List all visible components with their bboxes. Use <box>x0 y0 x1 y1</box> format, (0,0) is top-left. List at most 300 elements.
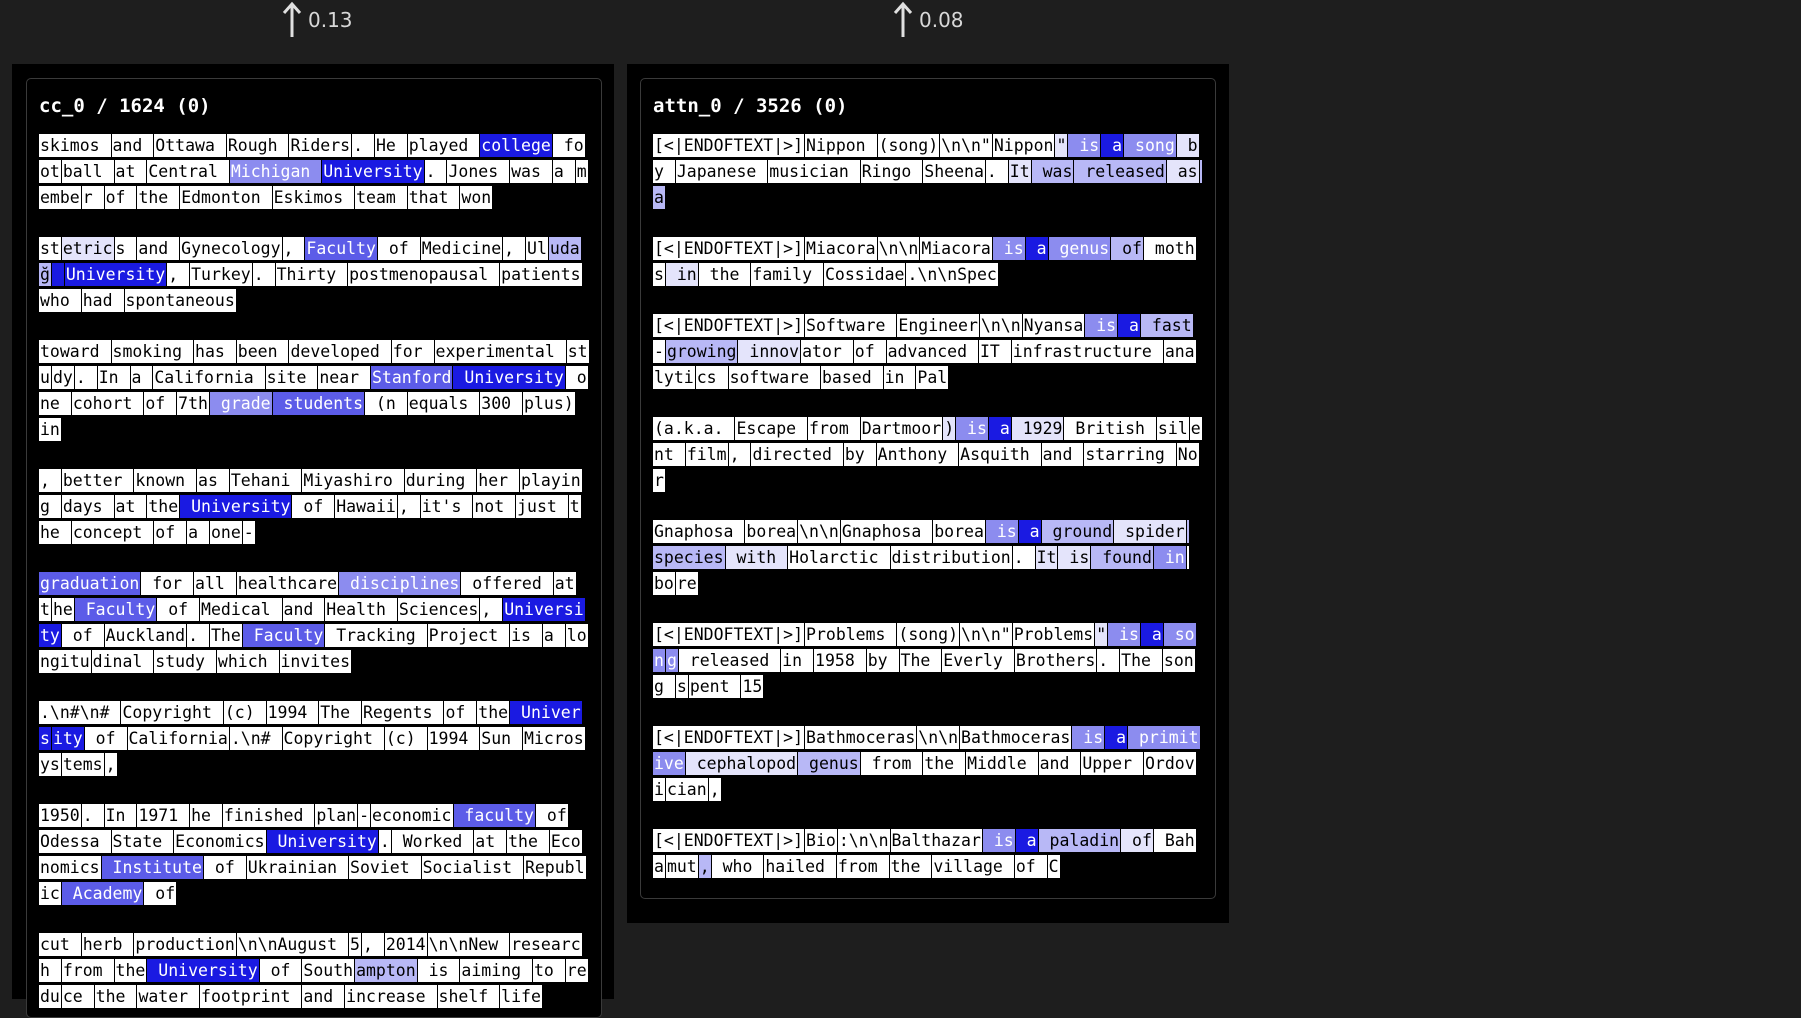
token[interactable]: \n\n <box>878 239 919 258</box>
token[interactable]: , <box>105 755 116 774</box>
token[interactable]: of <box>155 523 186 542</box>
token[interactable]: \n\nNew <box>428 935 509 954</box>
token[interactable]: is <box>983 831 1014 850</box>
token[interactable]: Cossidae <box>824 265 905 284</box>
token[interactable]: ator <box>802 342 852 361</box>
token[interactable]: Ukrainian <box>247 858 348 877</box>
token[interactable]: researc <box>511 935 581 954</box>
token[interactable]: The <box>900 651 941 670</box>
token[interactable]: from <box>809 419 859 438</box>
token[interactable]: plan <box>316 806 357 825</box>
token[interactable]: college <box>481 136 551 155</box>
token[interactable]: Medical <box>201 600 281 619</box>
token[interactable]: and <box>138 239 179 258</box>
token[interactable]: ce <box>62 987 93 1006</box>
token[interactable]: days <box>62 497 113 516</box>
token[interactable]: of <box>145 884 176 903</box>
token[interactable]: r <box>82 188 103 207</box>
token[interactable]: \n\n <box>799 522 839 541</box>
token[interactable]: is <box>418 961 459 980</box>
token[interactable]: Gynecology <box>181 239 281 258</box>
token[interactable]: Bathmoceras <box>806 728 916 747</box>
token[interactable]: In <box>105 806 136 825</box>
token[interactable]: Central <box>148 162 228 181</box>
token[interactable]: \n\n" <box>941 136 991 155</box>
token[interactable]: of <box>105 188 136 207</box>
token[interactable]: " <box>1096 625 1107 644</box>
token[interactable]: Japanese <box>676 162 767 181</box>
token[interactable]: was <box>511 162 551 181</box>
token[interactable]: 1929 <box>1012 419 1063 438</box>
token[interactable]: the <box>148 497 179 516</box>
token[interactable]: [<|ENDOFTEXT|>] <box>654 831 804 850</box>
token[interactable]: It <box>1036 548 1057 567</box>
token[interactable]: [<|ENDOFTEXT|>] <box>654 136 804 155</box>
token[interactable]: with <box>726 548 787 567</box>
token[interactable]: \n\n <box>980 316 1021 335</box>
token[interactable]: healthcare <box>237 574 338 593</box>
token[interactable]: . <box>82 806 103 825</box>
token[interactable]: Medicine <box>421 239 502 258</box>
token[interactable]: a <box>653 160 1202 209</box>
token[interactable]: which <box>217 652 278 671</box>
token[interactable]: experimental <box>435 342 565 361</box>
token[interactable]: Everly <box>943 651 1013 670</box>
token[interactable]: the <box>890 857 931 876</box>
token[interactable]: ) <box>944 419 955 438</box>
token[interactable]: the <box>40 497 580 542</box>
token[interactable]: played <box>408 136 479 155</box>
token[interactable]: foot <box>40 136 584 181</box>
token[interactable]: Socialist <box>422 858 522 877</box>
token[interactable]: b <box>1177 136 1198 155</box>
token[interactable]: musician <box>769 162 859 181</box>
token[interactable]: Software <box>806 316 896 335</box>
token[interactable]: Anthony <box>877 445 958 464</box>
token[interactable]: . <box>425 162 446 181</box>
token[interactable]: by <box>867 651 898 670</box>
token[interactable]: he <box>191 806 221 825</box>
token[interactable]: , <box>40 471 60 490</box>
token[interactable]: from <box>861 754 922 773</box>
token[interactable]: Republic <box>40 858 585 903</box>
token[interactable]: . <box>253 265 274 284</box>
token[interactable]: stu <box>40 342 588 387</box>
token[interactable]: g <box>666 651 677 670</box>
token[interactable]: and <box>1042 445 1083 464</box>
token[interactable]: son <box>654 625 1195 670</box>
token[interactable]: has <box>195 342 235 361</box>
token[interactable]: hailed <box>765 857 835 876</box>
token[interactable]: a <box>1119 316 1139 335</box>
token[interactable]: ball <box>62 162 113 181</box>
token[interactable]: , <box>168 265 189 284</box>
token[interactable]: equals <box>408 394 479 413</box>
token[interactable]: , <box>283 239 304 258</box>
token[interactable]: at <box>115 162 146 181</box>
token[interactable]: University <box>148 961 258 980</box>
token[interactable]: for <box>392 342 433 361</box>
token[interactable]: (song) <box>878 136 939 155</box>
token[interactable]: is <box>1059 548 1090 567</box>
token[interactable]: (n <box>366 394 406 413</box>
token[interactable]: (c) <box>224 703 265 722</box>
token[interactable]: a <box>131 368 152 387</box>
token[interactable]: South <box>303 961 354 980</box>
token[interactable]: life <box>501 987 541 1006</box>
token[interactable]: etric <box>62 239 113 258</box>
token[interactable]: cs <box>696 368 727 387</box>
token[interactable]: based <box>821 368 882 387</box>
token[interactable]: (a.k.a. <box>654 419 734 438</box>
token[interactable]: the <box>924 754 965 773</box>
token[interactable]: . <box>353 136 373 155</box>
token[interactable]: song <box>654 651 1194 696</box>
token[interactable]: In <box>98 368 129 387</box>
token[interactable]: been <box>237 342 288 361</box>
token[interactable]: the <box>95 987 136 1006</box>
token[interactable]: Nor <box>654 445 1198 490</box>
token[interactable]: at <box>475 832 506 851</box>
token[interactable]: family <box>752 265 822 284</box>
token[interactable]: Turkey <box>191 265 251 284</box>
token[interactable]: University <box>323 162 423 181</box>
token[interactable]: - <box>243 523 254 542</box>
token[interactable]: Problems <box>806 625 896 644</box>
token[interactable]: Health <box>326 600 396 619</box>
token[interactable]: Riders <box>290 136 351 155</box>
token[interactable]: 300 <box>481 394 522 413</box>
token[interactable]: . <box>188 626 208 645</box>
token[interactable]: of <box>1015 857 1046 876</box>
token[interactable]: University <box>40 600 584 645</box>
token[interactable]: one <box>40 368 587 413</box>
token[interactable]: spider <box>1115 522 1185 541</box>
token[interactable]: at <box>115 497 146 516</box>
token[interactable]: known <box>135 471 196 490</box>
token[interactable]: \n\nAugust <box>237 935 348 954</box>
token[interactable]: during <box>405 471 476 490</box>
token[interactable]: to <box>533 961 564 980</box>
token[interactable]: of <box>293 497 334 516</box>
token[interactable]: the <box>478 703 509 722</box>
token[interactable]: 2014 <box>385 935 426 954</box>
token[interactable]: disciplines <box>340 574 460 593</box>
token[interactable]: ive <box>654 754 684 773</box>
token[interactable]: 1950 <box>40 806 80 825</box>
token[interactable]: team <box>356 188 406 207</box>
token[interactable]: The <box>320 703 360 722</box>
token[interactable]: is <box>957 419 987 438</box>
token[interactable]: redu <box>40 961 587 1006</box>
token[interactable]: song <box>1125 136 1175 155</box>
token[interactable]: is <box>511 626 541 645</box>
token[interactable]: as <box>1167 162 1198 181</box>
token[interactable]: tems <box>62 755 103 774</box>
token[interactable]: study <box>155 652 215 671</box>
token[interactable]: s <box>676 677 687 696</box>
token[interactable]: sil <box>1157 419 1188 438</box>
token[interactable]: the <box>115 961 146 980</box>
token[interactable]: is <box>1073 728 1104 747</box>
token[interactable]: [<|ENDOFTEXT|>] <box>654 625 804 644</box>
token[interactable]: Nippon <box>993 136 1054 155</box>
token[interactable]: infrastructure <box>1012 342 1162 361</box>
token[interactable] <box>52 263 64 286</box>
token[interactable]: won <box>461 188 492 207</box>
token[interactable]: Academy <box>62 884 143 903</box>
token[interactable]: Dartmoor <box>861 419 942 438</box>
token[interactable]: economic <box>372 806 452 825</box>
token[interactable]: who <box>712 857 763 876</box>
token[interactable]: Sheena <box>924 162 984 181</box>
token[interactable]: Problems <box>1013 625 1094 644</box>
token[interactable]: udağ <box>40 239 580 284</box>
token[interactable]: 1971 <box>138 806 189 825</box>
token[interactable]: is <box>1086 316 1117 335</box>
token[interactable]: for <box>142 574 193 593</box>
token[interactable]: is <box>1069 136 1100 155</box>
token[interactable]: as <box>198 471 228 490</box>
token[interactable]: by <box>844 445 875 464</box>
token[interactable]: genus <box>1049 239 1110 258</box>
token[interactable]: dy <box>52 368 73 387</box>
token[interactable]: species <box>653 520 1189 569</box>
token[interactable]: cephalopod <box>686 754 797 773</box>
token[interactable]: IT <box>979 342 1010 361</box>
token[interactable]: 1994 <box>428 729 479 748</box>
token[interactable]: of <box>536 806 567 825</box>
token[interactable]: Bio <box>806 831 836 850</box>
token[interactable]: of <box>204 858 245 877</box>
token[interactable]: water <box>138 987 199 1006</box>
token[interactable]: starring <box>1085 445 1175 464</box>
token[interactable]: a <box>1102 136 1123 155</box>
token[interactable]: a <box>553 162 574 181</box>
token[interactable]: from <box>837 857 888 876</box>
token[interactable]: dinal <box>92 652 153 671</box>
token[interactable]: film <box>686 445 727 464</box>
token[interactable]: Stanford <box>372 368 452 387</box>
token[interactable]: aiming <box>461 961 531 980</box>
token[interactable]: near <box>319 368 369 387</box>
token[interactable]: Escape <box>736 419 807 438</box>
token[interactable]: Eskimos <box>273 188 354 207</box>
token[interactable]: , <box>699 857 710 876</box>
token[interactable]: .\n#\n# <box>40 703 120 722</box>
token[interactable]: that <box>408 188 459 207</box>
token[interactable]: site <box>266 368 317 387</box>
token[interactable]: shelf <box>438 987 499 1006</box>
token[interactable]: postmenopausal <box>349 265 499 284</box>
token[interactable]: all <box>195 574 235 593</box>
token[interactable]: moths <box>654 239 1195 284</box>
token[interactable]: The <box>210 626 241 645</box>
token[interactable]: had <box>82 291 123 310</box>
token[interactable]: just <box>517 497 567 516</box>
token[interactable]: 5 <box>350 935 360 954</box>
token[interactable]: Edmonton <box>181 188 271 207</box>
token[interactable]: Engineer <box>898 316 978 335</box>
token[interactable]: Upper <box>1082 754 1142 773</box>
token[interactable]: innov <box>739 342 800 361</box>
token[interactable]: Hawaii <box>336 497 396 516</box>
token[interactable]: borea <box>934 522 984 541</box>
token[interactable]: of <box>1112 239 1142 258</box>
token[interactable]: and <box>112 136 153 155</box>
token[interactable]: . <box>75 368 96 387</box>
token[interactable]: \n\n <box>918 728 959 747</box>
token[interactable]: growing <box>666 342 737 361</box>
token[interactable]: It <box>1009 162 1030 181</box>
token[interactable]: of <box>85 729 126 748</box>
token[interactable]: better <box>62 471 133 490</box>
token[interactable]: a <box>1106 728 1127 747</box>
token[interactable]: in <box>782 651 813 670</box>
token[interactable]: 1958 <box>815 651 865 670</box>
token[interactable]: Faculty <box>75 600 156 619</box>
token[interactable]: faculty <box>454 806 534 825</box>
token[interactable]: Asquith <box>960 445 1040 464</box>
token[interactable]: Auckland <box>105 626 186 645</box>
token[interactable]: The <box>1121 651 1161 670</box>
token[interactable]: . <box>379 832 390 851</box>
token[interactable]: .\n\nSpec <box>907 265 997 284</box>
token[interactable]: directed <box>752 445 842 464</box>
token[interactable]: is <box>986 522 1017 541</box>
token[interactable]: released <box>679 651 780 670</box>
token[interactable]: the <box>699 265 750 284</box>
token[interactable]: University <box>267 832 377 851</box>
token[interactable]: Ordovi <box>654 754 1195 799</box>
token[interactable]: a <box>1141 625 1162 644</box>
token[interactable]: pent <box>689 677 740 696</box>
token[interactable]: Faculty <box>243 626 324 645</box>
token[interactable]: and <box>283 600 324 619</box>
token[interactable]: cohort <box>72 394 143 413</box>
token[interactable]: , <box>729 445 750 464</box>
token[interactable]: software <box>729 368 819 387</box>
token[interactable]: \n\n" <box>961 625 1011 644</box>
token[interactable]: Brothers <box>1015 651 1096 670</box>
token[interactable]: Microsys <box>40 729 584 774</box>
token[interactable]: fast <box>1141 316 1192 335</box>
token[interactable]: Regents <box>363 703 443 722</box>
token[interactable]: skimos <box>40 136 110 155</box>
token[interactable]: University <box>181 497 291 516</box>
token[interactable]: of <box>145 394 176 413</box>
token[interactable]: at <box>554 574 575 593</box>
token[interactable]: Faculty <box>306 239 376 258</box>
token[interactable]: patients <box>501 265 581 284</box>
token[interactable]: Odessa <box>40 832 110 851</box>
token[interactable]: , <box>398 497 419 516</box>
token[interactable]: a <box>989 419 1010 438</box>
token[interactable]: [<|ENDOFTEXT|>] <box>654 239 804 258</box>
token[interactable]: . <box>986 162 1007 181</box>
token[interactable]: who <box>40 291 80 310</box>
token[interactable]: Soviet <box>350 858 420 877</box>
token[interactable]: Copyright <box>122 703 222 722</box>
token[interactable]: 7th <box>178 394 208 413</box>
token[interactable]: of <box>854 342 885 361</box>
token[interactable]: st <box>40 239 60 258</box>
token[interactable]: and <box>303 987 344 1006</box>
token[interactable]: y <box>654 162 674 181</box>
token[interactable]: of <box>260 961 301 980</box>
token[interactable]: found <box>1092 548 1152 567</box>
token[interactable]: a <box>1019 522 1040 541</box>
token[interactable]: was <box>1032 162 1073 181</box>
token[interactable]: ground <box>1042 522 1113 541</box>
token[interactable]: Thirty <box>276 265 347 284</box>
token[interactable]: Jones <box>448 162 509 181</box>
token[interactable]: C <box>1048 857 1059 876</box>
token[interactable]: Sun <box>481 729 522 748</box>
token[interactable]: ity <box>52 729 83 748</box>
token[interactable]: developed <box>290 342 390 361</box>
token[interactable]: in <box>40 420 60 439</box>
token[interactable]: not <box>474 497 515 516</box>
token[interactable]: (c) <box>385 729 426 748</box>
token[interactable]: of <box>445 703 476 722</box>
token[interactable]: the <box>508 832 548 851</box>
token[interactable]: distribution <box>891 548 1011 567</box>
token[interactable]: paladin <box>1039 831 1120 850</box>
token[interactable]: grade <box>210 394 271 413</box>
token[interactable]: , <box>709 780 720 799</box>
token[interactable]: footprint <box>201 987 301 1006</box>
token[interactable]: State <box>112 832 173 851</box>
token[interactable]: t <box>40 600 50 619</box>
token[interactable]: Miacora <box>806 239 876 258</box>
token[interactable]: Rough <box>227 136 288 155</box>
token[interactable]: [<|ENDOFTEXT|>] <box>654 316 804 335</box>
token[interactable]: Worked <box>392 832 473 851</box>
token[interactable]: a <box>1016 831 1037 850</box>
token[interactable]: ent <box>654 419 1201 464</box>
token[interactable]: Gnaphosa <box>654 522 744 541</box>
token[interactable]: herb <box>82 935 133 954</box>
token[interactable]: British <box>1065 419 1155 438</box>
token[interactable]: a <box>188 523 208 542</box>
token[interactable]: Nyansa <box>1023 316 1084 335</box>
token[interactable]: - <box>654 342 664 361</box>
token[interactable]: Institute <box>102 858 202 877</box>
token[interactable]: cut <box>40 935 80 954</box>
token[interactable]: Tracking <box>326 626 426 645</box>
token[interactable]: re <box>676 574 697 593</box>
token[interactable]: s <box>115 239 136 258</box>
token[interactable]: Univers <box>40 703 581 748</box>
token[interactable]: Michigan <box>230 162 321 181</box>
token[interactable]: Nippon <box>806 136 876 155</box>
token[interactable]: in <box>884 368 915 387</box>
token[interactable]: University <box>454 368 564 387</box>
token[interactable]: Balthazar <box>891 831 981 850</box>
token[interactable]: California <box>154 368 264 387</box>
token[interactable]: smoking <box>112 342 193 361</box>
token[interactable]: Pal <box>917 368 948 387</box>
token[interactable]: from <box>62 961 113 980</box>
token[interactable]: finished <box>223 806 314 825</box>
token[interactable]: Ringo <box>861 162 922 181</box>
token[interactable]: genus <box>799 754 859 773</box>
token[interactable]: cian <box>666 780 707 799</box>
token[interactable]: :\n\n <box>838 831 889 850</box>
token[interactable]: playing <box>40 471 581 516</box>
token[interactable]: concept <box>72 523 153 542</box>
